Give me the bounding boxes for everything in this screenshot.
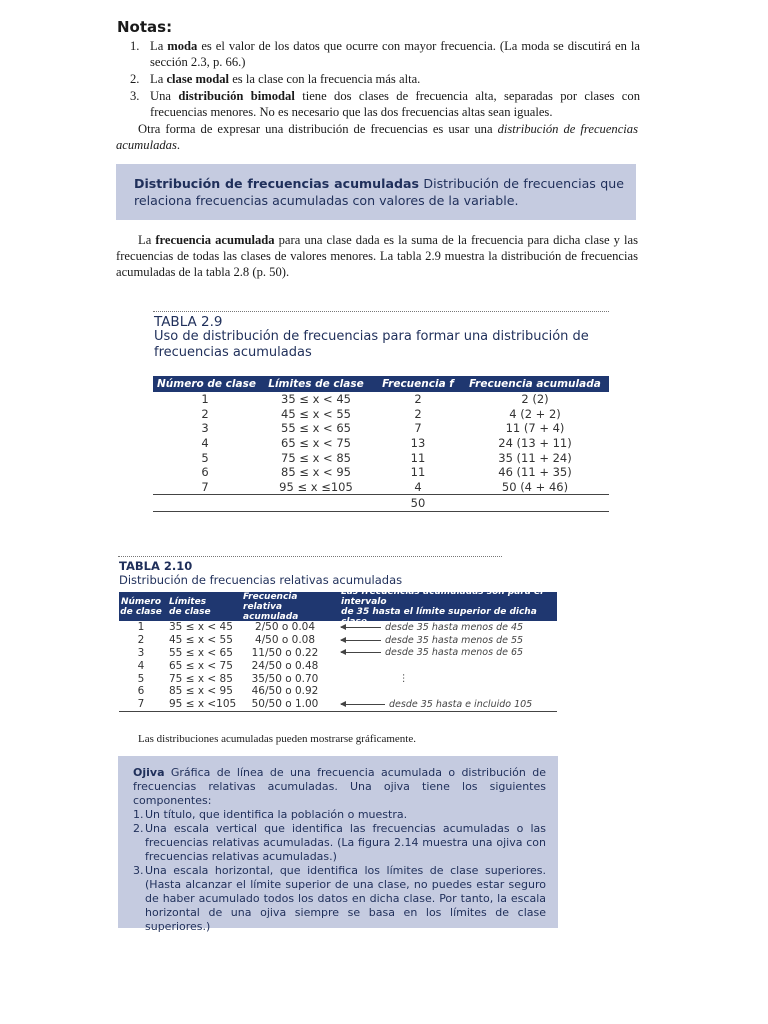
text-run: clase modal (166, 72, 230, 86)
text-run: La (138, 233, 156, 247)
interval-note-text: desde 35 hasta e incluido 105 (389, 698, 533, 710)
definition-body: Distribución de frecuencias que relaciona frecuencias acumuladas con valores de la variable. (134, 176, 624, 208)
table-row (153, 407, 609, 422)
note-number: 1. (130, 39, 140, 53)
table-row (119, 659, 557, 672)
table-row (153, 450, 609, 465)
text-run: La (150, 72, 167, 86)
table-2-9 (153, 376, 609, 512)
interval-note-text: desde 35 hasta menos de 65 (385, 647, 524, 659)
header-frequency: Frecuencia f (382, 378, 454, 390)
interval-note (331, 647, 557, 658)
table-body (153, 392, 609, 494)
paragraph-cumulative-frequency (116, 232, 638, 280)
note-item (116, 38, 640, 70)
table-cell: 2 (137, 634, 145, 647)
table-cell: 7 (137, 698, 145, 711)
interval-note (331, 673, 557, 684)
table-cell: 7 (201, 479, 209, 494)
table-cell: 5 (201, 450, 209, 465)
table-cell: 1 (137, 621, 145, 634)
definition-term: Distribución de frecuencias acumuladas (134, 176, 419, 191)
left-arrow-icon (341, 627, 381, 628)
table-cell: 13 (410, 436, 426, 451)
header-interval-note: Las frecuencias acumuladas son para el intervalo de 35 hasta el límite superior de dicha clase (341, 586, 544, 627)
caption-cumulative-graphs: Las distribuciones acumuladas pueden mostrarse gráficamente. (138, 733, 416, 745)
note-text (150, 39, 640, 69)
table-cell: 75 ≤ x < 85 (169, 672, 233, 685)
table-2-10 (119, 586, 557, 712)
text-run: . (176, 138, 181, 152)
header-class-number: Número de clase (157, 378, 256, 390)
table-cell: 3 (137, 646, 145, 659)
table-cell: 24/50 o 0.48 (251, 659, 319, 672)
table-row (119, 634, 557, 647)
table-cell: 7 (414, 421, 422, 436)
text-run: Una (150, 89, 179, 103)
note-number: 2. (130, 72, 140, 86)
table-cell: 6 (137, 685, 145, 698)
table-body (119, 621, 557, 711)
text-run: Otra forma de expresar una distribución de frecuencias es usar una (138, 122, 498, 136)
table-cell: 50/50 o 1.00 (251, 698, 319, 711)
vertical-ellipsis: ⋮ (399, 673, 409, 685)
interval-note-text: desde 35 hasta menos de 55 (385, 634, 524, 646)
paragraph-cumulative-intro (116, 121, 638, 153)
table-row (153, 421, 609, 436)
text-run: es el valor de los datos que ocurre con mayor frecuencia. (La moda se discutirá en la sección 2.3, p. 66.) (150, 39, 641, 69)
definition-term: Ojiva (133, 766, 165, 779)
text-run: La (150, 39, 168, 53)
header-relative-cumulative: Frecuencia relativa acumulada (243, 591, 299, 622)
header-cumulative-frequency: Frecuencia acumulada (469, 378, 601, 390)
interval-note (331, 635, 557, 646)
text-run: frecuencia acumulada (155, 233, 275, 247)
left-arrow-icon (341, 704, 385, 705)
table-cell: 2 (414, 392, 422, 407)
definition-body: Gráfica de línea de una frecuencia acumulada o distribución de frecuencias relativas acumuladas. Una ojiva tiene los siguientes componentes: (133, 766, 546, 807)
interval-note (331, 699, 557, 710)
definition-box-ogive (118, 756, 558, 933)
table-cell: 11 (410, 450, 426, 465)
note-item (116, 71, 640, 87)
ogive-component-item (133, 864, 546, 934)
table-2-9-label: TABLA 2.9 (154, 314, 223, 330)
definition-text (134, 175, 624, 209)
header-class-limits: Límites de clase (268, 378, 364, 390)
text-run: para una clase dada es la suma de la frecuencia para dicha clase y las frecuencias de todas las clases de valores menores. La tabla 2.9 muestra la distribución de frecuencias acumuladas de la tabla 2.8 (p. 50). (116, 233, 638, 279)
table-cell: 4 (201, 436, 209, 451)
table-cell: 1 (201, 392, 209, 407)
table-row (153, 436, 609, 451)
table-cell: 75 ≤ x < 85 (281, 450, 351, 465)
table-cell: 35 ≤ x < 45 (281, 392, 351, 407)
table-cell: 46/50 o 0.92 (251, 685, 319, 698)
table-cell: 11 (7 + 4) (505, 421, 565, 436)
table-header (153, 376, 609, 392)
table-cell: 2/50 o 0.04 (254, 621, 316, 634)
left-arrow-icon (341, 652, 381, 653)
table-row (153, 392, 609, 407)
table-cell: 3 (201, 421, 209, 436)
item-text: Una escala vertical que identifica las frecuencias acumuladas o las frecuencias relativas acumuladas. (La figura 2.14 muestra una ojiva con frecuencias relativas acumuladas.) (145, 822, 546, 863)
definition-text (133, 766, 546, 934)
table-cell: 2 (414, 406, 422, 421)
notes-list (116, 38, 640, 121)
note-number: 3. (130, 89, 140, 103)
interval-note (331, 622, 557, 633)
ogive-components-list (133, 808, 546, 934)
table-2-10-divider (118, 556, 502, 557)
table-bottom-rule (119, 711, 557, 712)
table-row (119, 672, 557, 685)
table-row (119, 698, 557, 711)
table-2-10-label: TABLA 2.10 (119, 559, 193, 573)
table-2-10-title: Distribución de frecuencias relativas acumuladas (119, 573, 403, 587)
table-cell: 65 ≤ x < 75 (169, 659, 233, 672)
table-cell: 2 (2) (521, 392, 549, 407)
left-arrow-icon (341, 640, 381, 641)
note-text (150, 89, 640, 119)
note-item (116, 88, 640, 120)
table-cell: 24 (13 + 11) (498, 436, 572, 451)
table-cell: 11 (410, 465, 426, 480)
table-cell: 35/50 o 0.70 (251, 672, 319, 685)
table-cell: 4 (2 + 2) (509, 406, 561, 421)
definition-box-cumulative (116, 164, 636, 220)
table-cell: 65 ≤ x < 75 (281, 436, 351, 451)
table-cell: 46 (11 + 35) (498, 465, 572, 480)
table-row (119, 685, 557, 698)
item-text: Una escala horizontal, que identifica los límites de clase superiores. (Hasta alcanzar el límite superior de una clase, no puedes estar seguro de haber acumulado todos los datos en dicha clase. Por tanto, la escala horizontal de una ojiva siempre se basa en los límites de clase superiores.) (145, 864, 546, 933)
table-cell: 85 ≤ x < 95 (281, 465, 351, 480)
table-cell: 4 (414, 479, 422, 494)
table-cell: 5 (137, 672, 145, 685)
table-cell: 85 ≤ x < 95 (169, 685, 233, 698)
text-run: tiene dos clases de frecuencia alta, separadas por clases con frecuencias menores. No es necesario que las dos frecuencias altas sean iguales. (150, 89, 640, 119)
table-2-9-title: Uso de distribución de frecuencias para formar una distribución de frecuencias acumuladas (154, 329, 589, 360)
table-bottom-rule (153, 511, 609, 512)
table-row (153, 465, 609, 480)
table-2-9-divider (153, 311, 609, 312)
table-cell: 35 (11 + 24) (498, 450, 572, 465)
table-cell: 11/50 o 0.22 (251, 646, 319, 659)
ogive-component-item (133, 808, 546, 822)
table-cell: 6 (201, 465, 209, 480)
header-class-limits: Límites de clase (169, 596, 211, 617)
table-cell: 45 ≤ x < 55 (281, 406, 351, 421)
table-row (119, 621, 557, 634)
table-cell: 55 ≤ x < 65 (169, 646, 233, 659)
table-cell: 95 ≤ x <105 (169, 698, 237, 711)
text-run: es la clase con la frecuencia más alta. (229, 72, 421, 86)
note-text (150, 72, 420, 86)
item-number: 3. (133, 864, 144, 877)
header-class-number: Número de clase (120, 596, 162, 617)
table-cell: 4/50 o 0.08 (254, 634, 316, 647)
table-cell: 2 (201, 406, 209, 421)
item-number: 2. (133, 822, 144, 835)
table-cell: 45 ≤ x < 55 (169, 634, 233, 647)
table-cell: 95 ≤ x ≤105 (279, 479, 353, 494)
notes-heading: Notas: (117, 18, 173, 36)
text-run: distribución de frecuencias acumuladas (116, 122, 639, 152)
text-run: distribución bimodal (178, 89, 295, 103)
table-row (119, 647, 557, 660)
text-run: moda (167, 39, 198, 53)
item-text: Un título, que identifica la población o muestra. (145, 808, 408, 821)
table-cell: 4 (137, 659, 145, 672)
interval-note-text: desde 35 hasta menos de 45 (385, 621, 524, 633)
frequency-total: 50 (410, 496, 426, 511)
table-row (153, 480, 609, 495)
table-total-row (153, 495, 609, 511)
table-cell: 35 ≤ x < 45 (169, 621, 233, 634)
table-cell: 55 ≤ x < 65 (281, 421, 351, 436)
ogive-component-item (133, 822, 546, 864)
item-number: 1. (133, 808, 144, 821)
table-cell: 50 (4 + 46) (501, 479, 569, 494)
